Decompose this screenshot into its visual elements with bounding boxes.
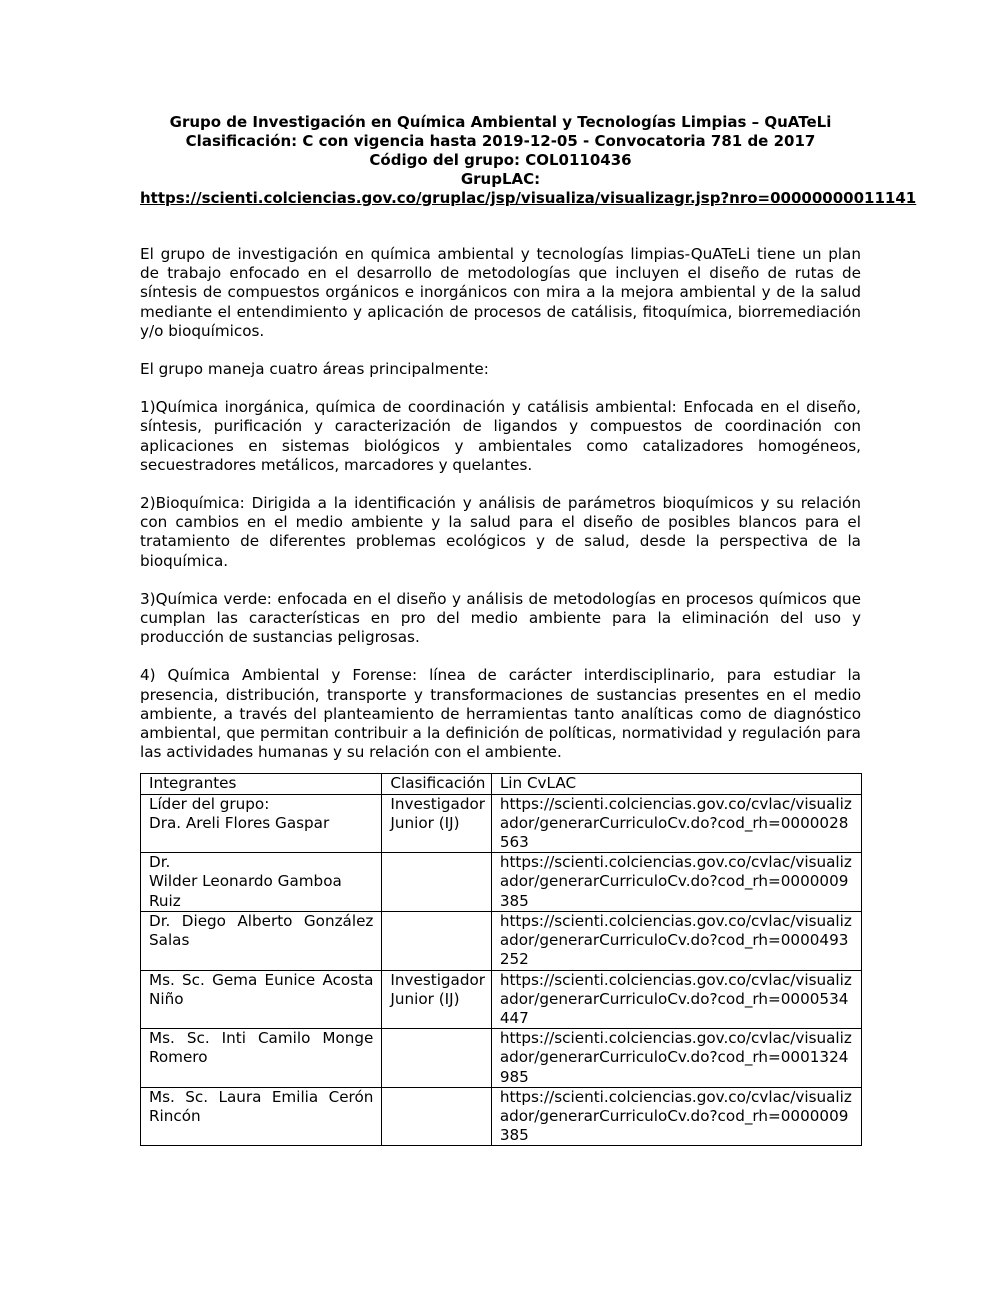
table-row xyxy=(141,1087,862,1146)
gruplac-label: GrupLAC: xyxy=(460,170,541,188)
document-page xyxy=(140,113,917,1146)
member-cvlac-link[interactable]: https://scienti.colciencias.gov.co/cvlac/visualizador/generarCurriculoCv.do?cod_rh=0000534447 xyxy=(499,970,852,1027)
member-cvlac-cell xyxy=(491,970,861,1029)
areas-intro-paragraph: El grupo maneja cuatro áreas principalmente: xyxy=(140,360,489,379)
member-cvlac-link[interactable]: https://scienti.colciencias.gov.co/cvlac/visualizador/generarCurriculoCv.do?cod_rh=0000009385 xyxy=(499,853,852,910)
member-cvlac-cell xyxy=(491,911,861,970)
header-cell-cvlac: Lin CvLAC xyxy=(491,774,861,794)
header-cell-integrantes: Integrantes xyxy=(141,774,382,794)
gruplac-link[interactable]: https://scienti.colciencias.gov.co/gruplac/jsp/visualiza/visualizagr.jsp?nro=00000000011141 xyxy=(140,189,917,207)
member-name: Ms. Sc. Gema Eunice Acosta Niño xyxy=(141,970,382,1029)
header-cell-clasificacion: Clasificación xyxy=(382,774,491,794)
group-title: Grupo de Investigación en Química Ambiental y Tecnologías Limpias – QuATeLi xyxy=(169,113,832,131)
document-header xyxy=(140,113,917,208)
table-row xyxy=(141,794,862,853)
table-row xyxy=(141,853,862,912)
member-role: Líder del grupo: xyxy=(149,794,270,813)
member-cvlac-cell xyxy=(491,853,861,912)
member-name-cell xyxy=(141,794,382,853)
member-classification xyxy=(382,1087,491,1146)
member-cvlac-cell xyxy=(491,1087,861,1146)
member-cvlac-cell xyxy=(491,1029,861,1088)
member-classification: Investigador Junior (IJ) xyxy=(382,970,491,1029)
classification-line: Clasificación: C con vigencia hasta 2019-12-05 - Convocatoria 781 de 2017 xyxy=(185,132,816,150)
member-cvlac-cell xyxy=(491,794,861,853)
table-row xyxy=(141,911,862,970)
area-2-paragraph: 2)Bioquímica: Dirigida a la identificación y análisis de parámetros bioquímicos y su relación con cambios en el medio ambiente y la salud para el diseño de posibles blancos para el tratamiento de diferentes problemas ecológicos y de salud, desde la perspectiva de la bioquímica. xyxy=(140,494,861,570)
intro-paragraph: El grupo de investigación en química ambiental y tecnologías limpias-QuATeLi tiene un plan de trabajo enfocado en el desarrollo de metodologías que incluyen el diseño de rutas de síntesis de compuestos orgánicos e inorgánicos con mira a la mejora ambiental y de la salud mediante el entendimiento y aplicación de procesos de catálisis, fitoquímica, biorremediación y/o bioquímicos. xyxy=(140,245,861,340)
area-3-paragraph: 3)Química verde: enfocada en el diseño y análisis de metodologías en procesos químicos que cumplan las características en pro del medio ambiente para la eliminación del uso y producción de sustancias peligrosas. xyxy=(140,589,861,647)
member-name-cell xyxy=(141,853,382,912)
member-cvlac-link[interactable]: https://scienti.colciencias.gov.co/cvlac/visualizador/generarCurriculoCv.do?cod_rh=0000493252 xyxy=(499,911,852,969)
member-classification xyxy=(382,911,491,970)
member-cvlac-link[interactable]: https://scienti.colciencias.gov.co/cvlac/visualizador/generarCurriculoCv.do?cod_rh=0000028563 xyxy=(499,794,852,852)
group-code-line: Código del grupo: COL0110436 xyxy=(369,151,632,169)
member-name: Ms. Sc. Laura Emilia Cerón Rincón xyxy=(141,1087,382,1146)
table-row xyxy=(141,970,862,1029)
area-1-paragraph: 1)Química inorgánica, química de coordinación y catálisis ambiental: Enfocada en el diseño, síntesis, purificación y caracterización de ligandos y compuestos de coordinación con aplicaciones en sistemas biológicos y ambientales como catalizadores homogéneos, secuestradores metálicos, marcadores y quelantes. xyxy=(140,398,861,474)
member-name: Wilder Leonardo Gamboa Ruiz xyxy=(149,872,342,910)
member-cvlac-link[interactable]: https://scienti.colciencias.gov.co/cvlac/visualizador/generarCurriculoCv.do?cod_rh=0000009385 xyxy=(499,1087,852,1145)
members-table xyxy=(140,773,862,1146)
member-name: Dra. Areli Flores Gaspar xyxy=(149,813,330,832)
table-header-row xyxy=(141,774,862,794)
member-classification xyxy=(382,853,491,912)
member-name: Ms. Sc. Inti Camilo Monge Romero xyxy=(141,1029,382,1088)
member-cvlac-link[interactable]: https://scienti.colciencias.gov.co/cvlac/visualizador/generarCurriculoCv.do?cod_rh=0001324985 xyxy=(499,1029,852,1086)
table-row xyxy=(141,1029,862,1088)
area-4-paragraph: 4) Química Ambiental y Forense: línea de carácter interdisciplinario, para estudiar la presencia, distribución, transporte y transformaciones de sustancias presentes en el medio ambiente, a través del planteamiento de herramientas tanto analíticas como de diagnóstico ambiental, que permitan contribuir a la definición de políticas, normatividad y regulación para las actividades humanas y su relación con el ambiente. xyxy=(140,666,861,762)
member-name: Dr. Diego Alberto González Salas xyxy=(141,911,382,970)
member-title: Dr. xyxy=(149,853,171,872)
member-classification xyxy=(382,1029,491,1088)
member-classification: Investigador Junior (IJ) xyxy=(382,794,491,853)
